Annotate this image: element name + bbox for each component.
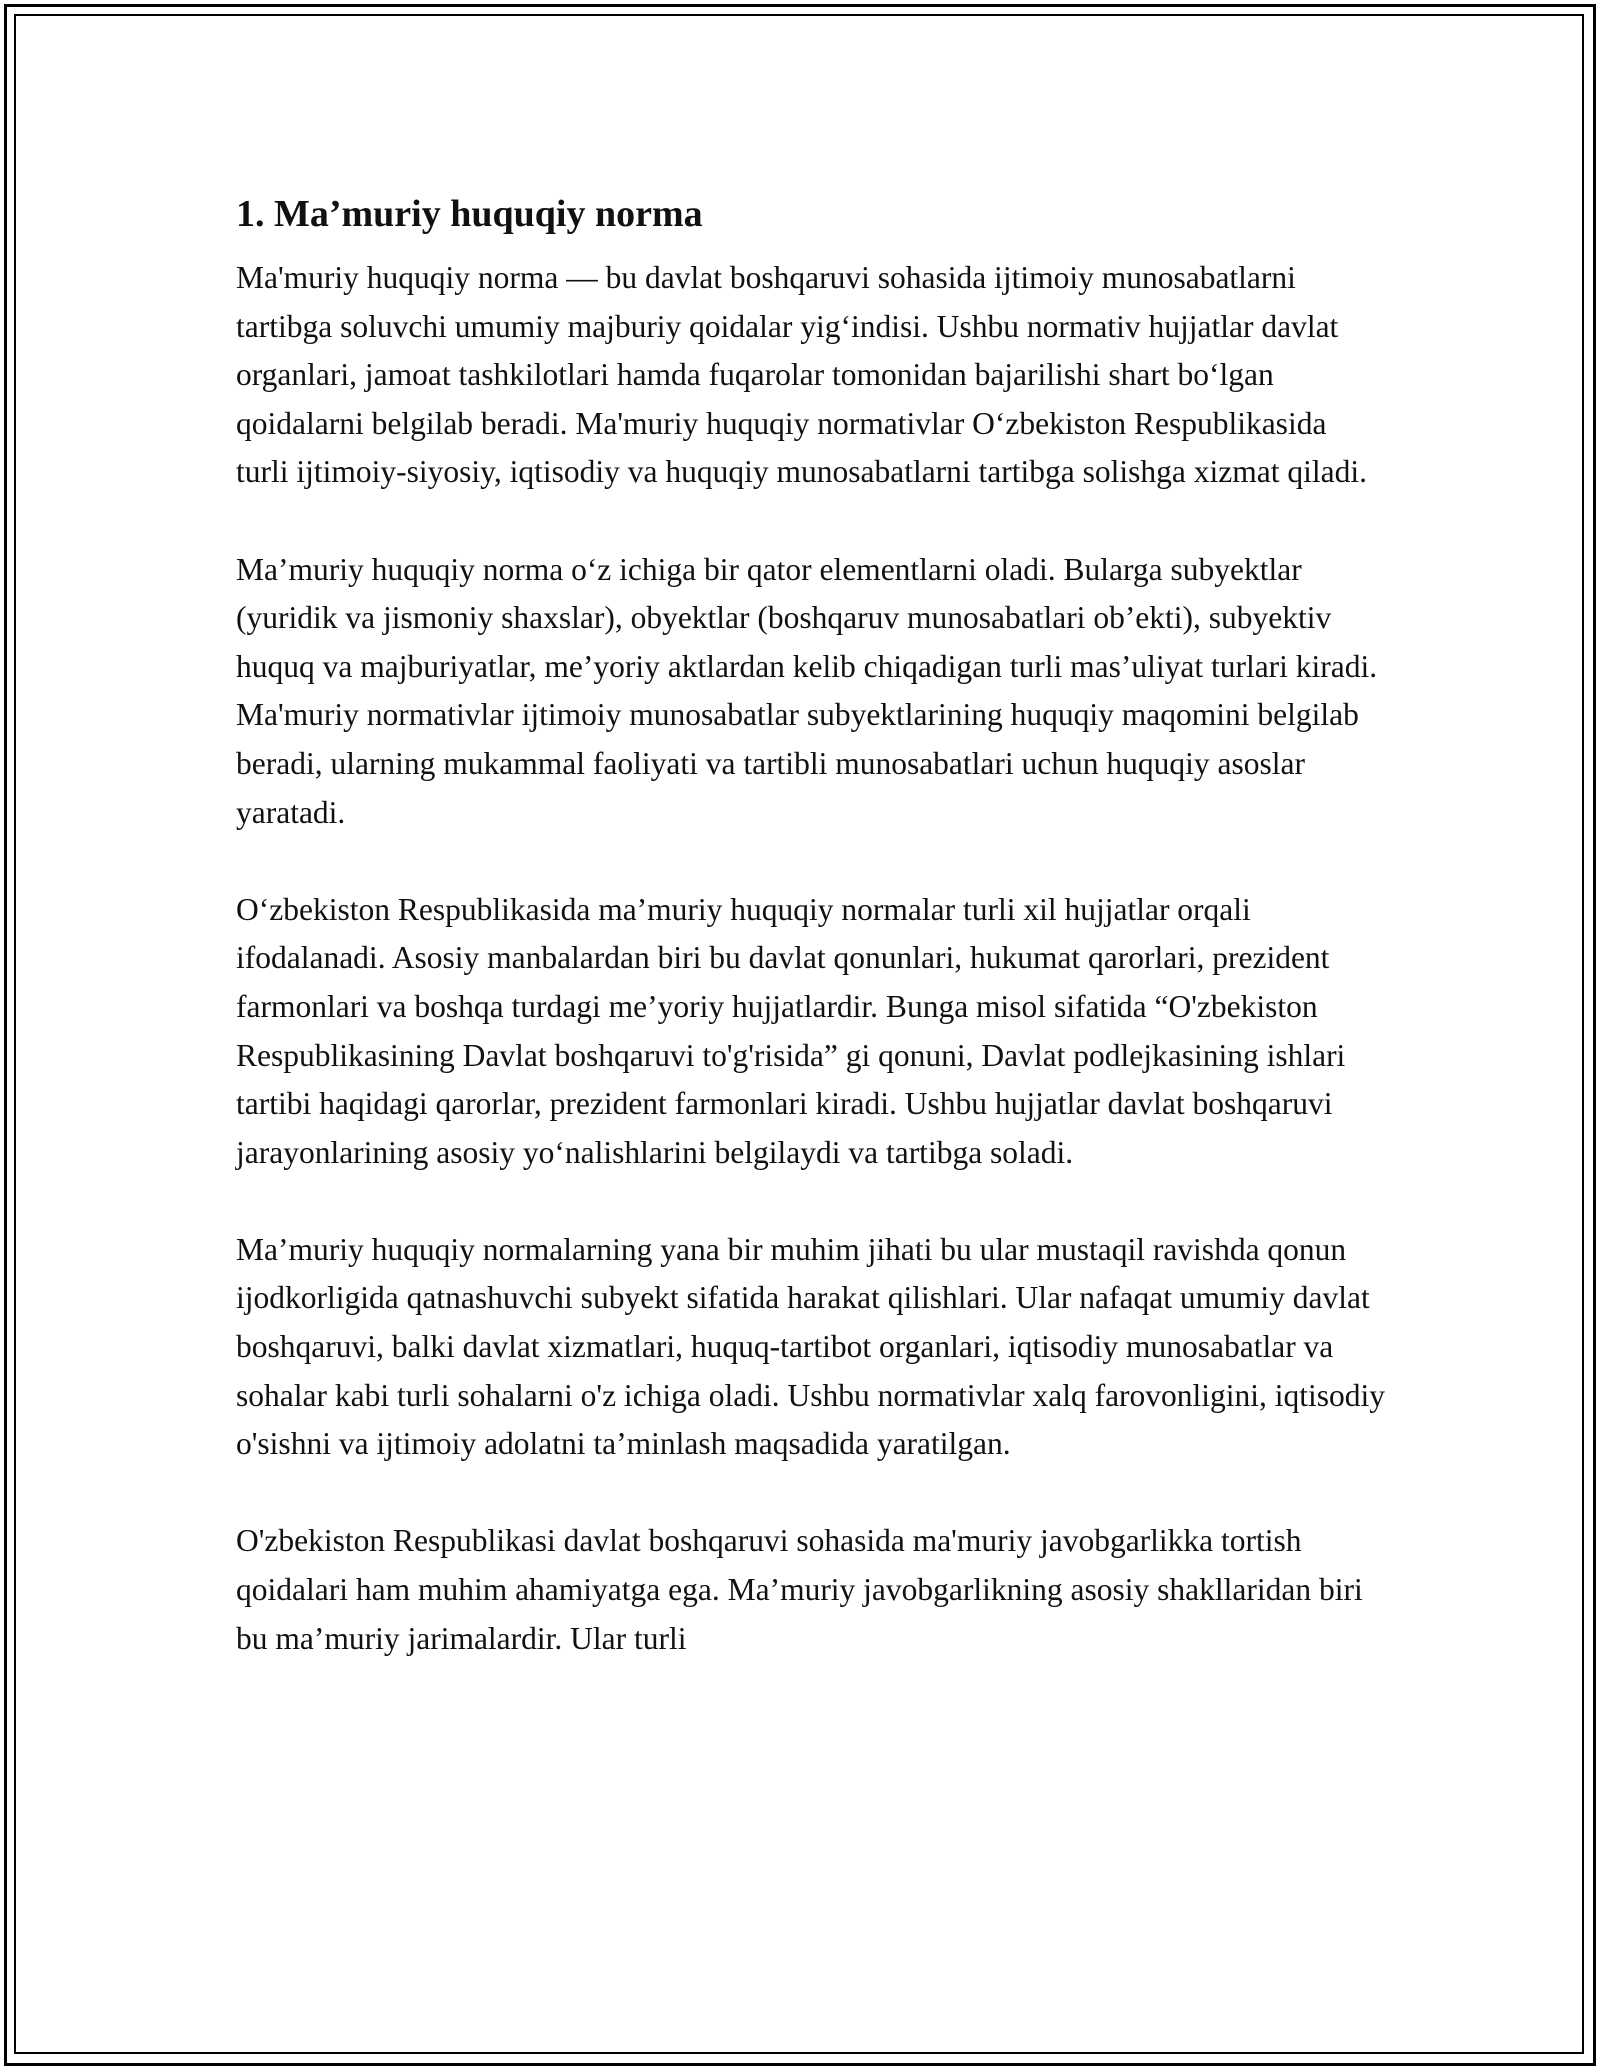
section-heading: 1. Ma’muriy huquqiy norma — [236, 193, 703, 235]
paragraph-1: Ma'muriy huquqiy norma — bu davlat boshqaruvi sohasida ijtimoiy munosabatlarni tartibga soluvchi umumiy majburiy qoidalar yig‘indisi. Ushbu normativ hujjatlar davlat organlari, jamoat tashkilotlari hamda fuqarolar tomonidan bajarilishi shart bo‘lgan qoidalarni belgilab beradi. Ma'muriy huquqiy normativlar O‘zbekiston Respublikasida turli ijtimoiy-siyosiy, iqtisodiy va huquqiy munosabatlarni tartibga solishga xizmat qiladi. — [236, 260, 1367, 490]
paragraph-4: Ma’muriy huquqiy normalarning yana bir muhim jihati bu ular mustaqil ravishda qonun ijodkorligida qatnashuvchi subyekt sifatida harakat qilishlari. Ular nafaqat umumiy davlat boshqaruvi, balki davlat xizmatlari, huquq-tartibot organlari, iqtisodiy munosabatlar va sohalar kabi turli sohalarni o'z ichiga oladi. Ushbu normativlar xalq farovonligini, iqtisodiy o'sishni va ijtimoiy adolatni ta’minlash maqsadida yaratilgan. — [236, 1231, 1386, 1462]
paragraph-2: Ma’muriy huquqiy norma o‘z ichiga bir qator elementlarni oladi. Bularga subyektlar (yuridik va jismoniy shaxslar), obyektlar (boshqaruv munosabatlari ob’ekti), subyektiv huquq va majburiyatlar, me’yoriy aktlardan kelib chiqadigan turli mas’uliyat turlari kiradi. Ma'muriy normativlar ijtimoiy munosabatlar subyektlarining huquqiy maqomini belgilab beradi, ularning mukammal faoliyati va tartibli munosabatlari uchun huquqiy asoslar yaratadi. — [236, 551, 1378, 830]
document-body — [236, 186, 1386, 1712]
paragraph-5: O'zbekiston Respublikasi davlat boshqaruvi sohasida ma'muriy javobgarlikka tortish qoidalari ham muhim ahamiyatga ega. Ma’muriy javobgarlikning asosiy shakllaridan biri bu ma’muriy jarimalardir. Ular turli — [236, 1523, 1363, 1656]
paragraph-3: O‘zbekiston Respublikasida ma’muriy huquqiy normalar turli xil hujjatlar orqali ifodalanadi. Asosiy manbalardan biri bu davlat qonunlari, hukumat qarorlari, prezident farmonlari va boshqa turdagi me’yoriy hujjatlardir. Bunga misol sifatida “O'zbekiston Respublikasining Davlat boshqaruvi to'g'risida” gi qonuni, Davlat podlejkasining ishlari tartibi haqidagi qarorlar, prezident farmonlari kiradi. Ushbu hujjatlar davlat boshqaruvi jarayonlarining asosiy yo‘nalishlarini belgilaydi va tartibga soladi. — [236, 891, 1346, 1170]
